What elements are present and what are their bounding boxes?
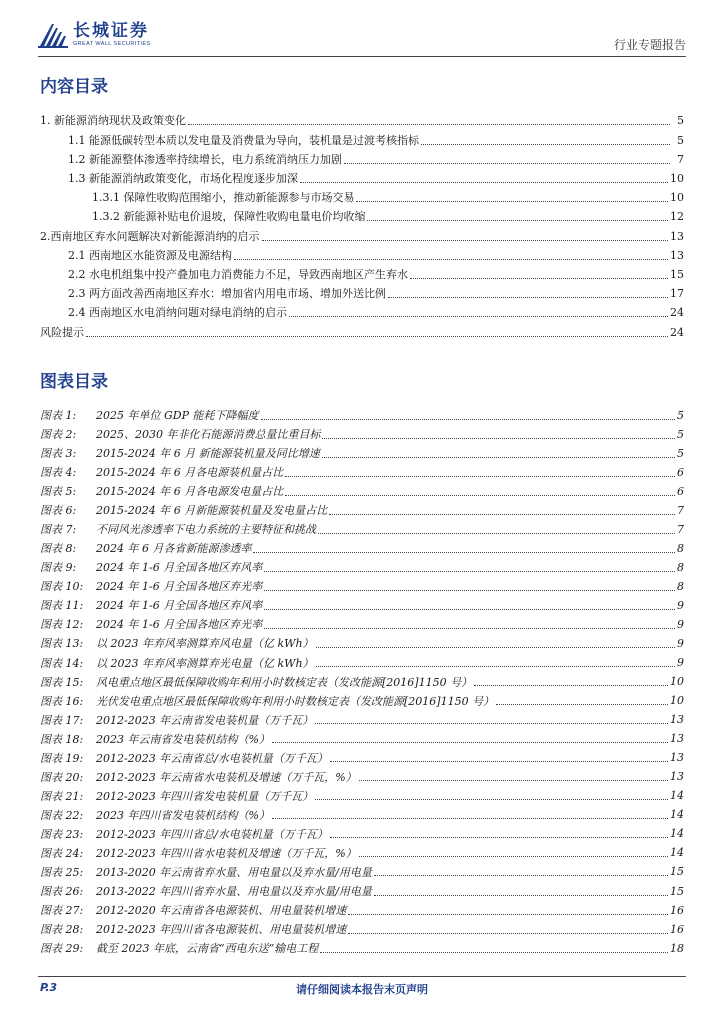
figure-item-page: 13: [670, 770, 684, 784]
toc-item-page: 15: [670, 267, 684, 281]
figure-item-label: 图表 19:: [40, 751, 84, 765]
toc-item[interactable]: [40, 323, 684, 341]
leader-dots: [261, 419, 676, 420]
figure-item-label: 图表 26:: [40, 885, 84, 898]
leader-dots: [264, 590, 675, 591]
toc-item[interactable]: [40, 111, 684, 129]
figure-item-page: 8: [677, 541, 684, 555]
toc-item-page: 12: [670, 209, 684, 223]
toc-item[interactable]: [92, 207, 684, 225]
figure-item[interactable]: [40, 425, 684, 443]
leader-dots: [272, 742, 668, 743]
toc-title: 内容目录: [40, 77, 108, 97]
figure-item-title: 2015-2024 年 6 月新能源装机量及发电量占比: [96, 504, 328, 518]
toc-item-page: 24: [670, 325, 684, 339]
toc-item-title: 1.3.1 保障性收购范围缩小，推动新能源参与市场交易: [92, 191, 355, 204]
figure-item-label: 图表 4:: [40, 466, 77, 480]
figure-item[interactable]: [40, 863, 684, 881]
toc-item[interactable]: [68, 284, 684, 302]
figure-item-title: 2024 年 1-6 月全国各地区弃光率: [96, 618, 263, 632]
toc-item-page: 10: [670, 171, 684, 185]
toc-item-page: 5: [677, 113, 684, 127]
leader-dots: [253, 552, 675, 553]
figure-item[interactable]: [40, 634, 684, 652]
figure-item-title: 2025 年单位 GDP 能耗下降幅度: [96, 409, 259, 422]
figure-item-label: 图表 9:: [40, 561, 77, 575]
leader-dots: [289, 316, 668, 317]
figure-item-page: 14: [670, 808, 684, 822]
great-wall-logo-icon: [38, 22, 68, 48]
figure-item[interactable]: [40, 463, 684, 481]
toc-item-title: 2.3 两方面改善西南地区弃水：增加省内用电市场、增加外送比例: [68, 287, 386, 300]
figure-item[interactable]: [40, 615, 684, 633]
figure-item-page: 16: [670, 903, 684, 917]
figure-item-page: 6: [677, 484, 684, 498]
leader-dots: [316, 647, 675, 648]
figure-item-title: 截至 2023 年底，云南省“西电东送”输电工程: [96, 942, 319, 956]
figure-item-label: 图表 3:: [40, 447, 77, 461]
figure-item-label: 图表 16:: [40, 694, 84, 708]
figure-item[interactable]: [40, 882, 684, 900]
figure-item-title: 2024 年 1-6 月全国各地区弃风率: [96, 599, 263, 613]
figure-item-page: 9: [677, 617, 684, 631]
toc-item-title: 风险提示: [40, 326, 84, 339]
leader-dots: [496, 704, 668, 705]
figure-item[interactable]: [40, 577, 684, 595]
figure-item-title: 2012-2023 年云南省发电装机量（万千瓦）: [96, 713, 314, 727]
leader-dots: [388, 297, 668, 298]
figure-item-title: 2024 年 6 月各省新能源渗透率: [96, 542, 252, 556]
toc-item[interactable]: [68, 131, 684, 149]
leader-dots: [329, 514, 675, 515]
leader-dots: [234, 259, 668, 260]
toc-item-title: 1.2 新能源整体渗透率持续增长，电力系统消纳压力加剧: [68, 153, 342, 166]
figure-item-title: 以 2023 年弃风率测算弃风电量（亿 kWh）: [96, 637, 314, 651]
toc-item-title: 1.1 能源低碳转型本质以发电量及消费量为导向，装机量是过渡考核指标: [68, 134, 419, 147]
figure-item-title: 2023 年云南省发电装机结构（%）: [96, 732, 270, 746]
figure-item-page: 10: [670, 675, 684, 689]
figure-item[interactable]: [40, 730, 684, 748]
figure-item-page: 14: [670, 846, 684, 860]
figure-item-label: 图表 21:: [40, 789, 84, 803]
figure-item-page: 5: [677, 427, 684, 441]
figure-item-title: 以 2023 年弃风率测算弃光电量（亿 kWh）: [96, 656, 314, 670]
logo-chinese-name: 长城证券: [73, 21, 149, 41]
toc-item-title: 2.西南地区弃水问题解决对新能源消纳的启示: [40, 230, 260, 243]
report-category: 行业专题报告: [613, 38, 686, 52]
leader-dots: [356, 201, 668, 202]
leader-dots: [474, 685, 668, 686]
figure-item-title: 2012-2020 年云南省各电源装机、用电量装机增速: [96, 904, 347, 918]
figure-item-label: 图表 8:: [40, 542, 77, 556]
figure-item-title: 2015-2024 年 6 月 新能源装机量及同比增速: [96, 447, 320, 461]
leader-dots: [359, 780, 668, 781]
figure-item[interactable]: [40, 787, 684, 805]
figure-item-title: 2012-2023 年四川省发电装机量（万千瓦）: [96, 789, 314, 803]
leader-dots: [348, 933, 668, 934]
figure-item-title: 2012-2023 年四川省总/水电装机量（万千瓦）: [96, 827, 328, 841]
figure-item[interactable]: [40, 920, 684, 938]
toc-item-page: 7: [677, 152, 684, 166]
figure-item[interactable]: [40, 825, 684, 843]
figure-item-title: 2012-2023 年云南省水电装机及增速（万千瓦，%）: [96, 770, 357, 784]
leader-dots: [344, 163, 670, 164]
header-divider: [38, 56, 686, 57]
toc-item-title: 2.1 西南地区水能资源及电源结构: [68, 249, 232, 262]
toc-item-title: 1.3 新能源消纳政策变化，市场化程度逐步加深: [68, 172, 298, 185]
figure-item[interactable]: [40, 711, 684, 729]
leader-dots: [348, 914, 668, 915]
toc-item-title: 1. 新能源消纳现状及政策变化: [40, 114, 186, 127]
figure-item-page: 18: [670, 941, 684, 955]
figure-item-page: 14: [670, 789, 684, 803]
figure-item[interactable]: [40, 768, 684, 786]
figure-item-label: 图表 22:: [40, 808, 84, 822]
figure-item-label: 图表 17:: [40, 713, 84, 727]
toc-item-page: 13: [670, 248, 684, 262]
figure-item-page: 13: [670, 751, 684, 765]
figure-item-label: 图表 23:: [40, 827, 84, 841]
leader-dots: [188, 124, 670, 125]
figure-item[interactable]: [40, 501, 684, 519]
figure-item-page: 15: [670, 865, 684, 879]
toc-item-title: 2.2 水电机组集中投产叠加电力消费能力不足，导致西南地区产生弃水: [68, 268, 408, 281]
figure-item-page: 8: [677, 579, 684, 593]
leader-dots: [330, 761, 668, 762]
figure-item-label: 图表 29:: [40, 942, 84, 956]
figure-item-label: 图表 2:: [40, 428, 77, 442]
figure-item-title: 光伏发电重点地区最低保障收购年利用小时数核定表（发改能源[2016]1150 号）: [96, 694, 495, 708]
toc-item-title: 2.4 西南地区水电消纳问题对绿电消纳的启示: [68, 306, 287, 319]
figure-item-title: 2012-2023 年云南省总/水电装机量（万千瓦）: [96, 751, 328, 765]
figure-item-page: 5: [677, 446, 684, 460]
figure-item[interactable]: [40, 806, 684, 824]
toc-item-title: 1.3.2 新能源补贴电价退坡，保障性收购电量电价均收缩: [92, 210, 366, 223]
leader-dots: [264, 571, 675, 572]
toc-item[interactable]: [92, 188, 684, 206]
toc-item-page: 13: [670, 229, 684, 243]
figure-item-page: 13: [670, 713, 684, 727]
figure-item[interactable]: [40, 844, 684, 862]
footer-disclaimer: 请仔细阅读本报告末页声明: [296, 983, 428, 996]
figure-item-label: 图表 7:: [40, 523, 77, 537]
figure-item-label: 图表 14:: [40, 656, 84, 670]
figure-item-label: 图表 6:: [40, 504, 77, 518]
toc-item[interactable]: [68, 246, 684, 264]
figure-item-page: 9: [677, 656, 684, 670]
leader-dots: [316, 666, 675, 667]
toc-item-page: 5: [677, 133, 684, 147]
toc-item[interactable]: [68, 303, 684, 321]
leader-dots: [315, 799, 668, 800]
figure-item[interactable]: [40, 673, 684, 691]
leader-dots: [322, 457, 675, 458]
toc-item-page: 10: [670, 190, 684, 204]
leader-dots: [374, 875, 668, 876]
toc-item-page: 24: [670, 305, 684, 319]
figure-item-title: 2023 年四川省发电装机结构（%）: [96, 808, 270, 822]
leader-dots: [410, 278, 668, 279]
leader-dots: [367, 220, 668, 221]
toc-item[interactable]: [40, 227, 684, 245]
figure-item-page: 10: [670, 694, 684, 708]
figure-item[interactable]: [40, 596, 684, 614]
leader-dots: [285, 476, 675, 477]
figure-item-title: 2012-2023 年四川省各电源装机、用电量装机增速: [96, 923, 347, 937]
leader-dots: [300, 182, 668, 183]
toc-item[interactable]: [68, 150, 684, 168]
footer-divider: [38, 976, 686, 977]
figure-item[interactable]: [40, 939, 684, 957]
figure-item-page: 9: [677, 598, 684, 612]
figure-item-label: 图表 27:: [40, 904, 84, 918]
leader-dots: [315, 723, 668, 724]
figure-item[interactable]: [40, 692, 684, 710]
leader-dots: [320, 952, 668, 953]
leader-dots: [264, 609, 675, 610]
leader-dots: [86, 336, 668, 337]
figure-item-label: 图表 24:: [40, 846, 84, 860]
figure-item[interactable]: [40, 444, 684, 462]
figure-item-label: 图表 18:: [40, 732, 84, 746]
figure-item-title: 2015-2024 年 6 月各电源发电量占比: [96, 485, 284, 499]
figure-item-page: 16: [670, 922, 684, 936]
figure-item[interactable]: [40, 558, 684, 576]
leader-dots: [285, 495, 675, 496]
figure-item-label: 图表 10:: [40, 580, 84, 594]
figure-item[interactable]: [40, 482, 684, 500]
figure-item[interactable]: [40, 406, 684, 424]
figure-item[interactable]: [40, 520, 684, 538]
figure-item-page: 8: [677, 560, 684, 574]
figure-item-page: 6: [677, 465, 684, 479]
figure-item-label: 图表 1:: [40, 409, 77, 422]
toc-item-page: 17: [670, 286, 684, 300]
figure-item-label: 图表 28:: [40, 923, 84, 937]
figure-item-title: 风电重点地区最低保障收购年利用小时数核定表（发改能源[2016]1150 号）: [96, 675, 473, 689]
figure-item-page: 5: [677, 408, 684, 422]
logo-english-name: GREAT WALL SECURITIES: [73, 41, 151, 47]
figure-item-label: 图表 13:: [40, 637, 84, 651]
leader-dots: [262, 240, 669, 241]
leader-dots: [359, 856, 668, 857]
leader-dots: [318, 533, 675, 534]
figure-item-label: 图表 25:: [40, 865, 84, 879]
figure-item-title: 2012-2023 年四川省水电装机及增速（万千瓦，%）: [96, 846, 357, 860]
leader-dots: [272, 818, 668, 819]
figure-item-title: 不同风光渗透率下电力系统的主要特征和挑战: [96, 523, 316, 537]
figure-item-label: 图表 15:: [40, 675, 84, 689]
page-header: [0, 0, 724, 60]
figure-item-page: 7: [677, 522, 684, 536]
company-logo: [38, 22, 150, 48]
figure-item-label: 图表 11:: [40, 599, 84, 613]
leader-dots: [421, 144, 670, 145]
figure-item-title: 2024 年 1-6 月全国各地区弃光率: [96, 580, 263, 594]
figure-item-page: 14: [670, 827, 684, 841]
figure-item[interactable]: [40, 539, 684, 557]
figure-item[interactable]: [40, 749, 684, 767]
figure-item-title: 2013-2020 年云南省弃水量、用电量以及弃水量/用电量: [96, 865, 372, 879]
figure-item-title: 2025、2030 年非化石能源消费总量比重目标: [96, 428, 321, 442]
figure-item-page: 7: [677, 503, 684, 517]
leader-dots: [330, 837, 668, 838]
figure-item-label: 图表 5:: [40, 485, 77, 499]
figure-item-label: 图表 12:: [40, 618, 84, 632]
figure-item-page: 15: [670, 884, 684, 898]
figure-item[interactable]: [40, 901, 684, 919]
figure-item-title: 2015-2024 年 6 月各电源装机量占比: [96, 466, 284, 480]
leader-dots: [322, 438, 675, 439]
toc-item[interactable]: [68, 265, 684, 283]
toc-item[interactable]: [68, 169, 684, 187]
figures-title: 图表目录: [40, 372, 108, 392]
page-number: P.3: [40, 981, 58, 994]
figure-item-title: 2024 年 1-6 月全国各地区弃风率: [96, 561, 263, 575]
figure-item-page: 13: [670, 732, 684, 746]
leader-dots: [264, 628, 675, 629]
leader-dots: [374, 895, 668, 896]
figure-item-page: 9: [677, 636, 684, 650]
figure-item-title: 2013-2022 年四川省弃水量、用电量以及弃水量/用电量: [96, 885, 372, 898]
figure-item[interactable]: [40, 654, 684, 672]
figure-item-label: 图表 20:: [40, 770, 84, 784]
